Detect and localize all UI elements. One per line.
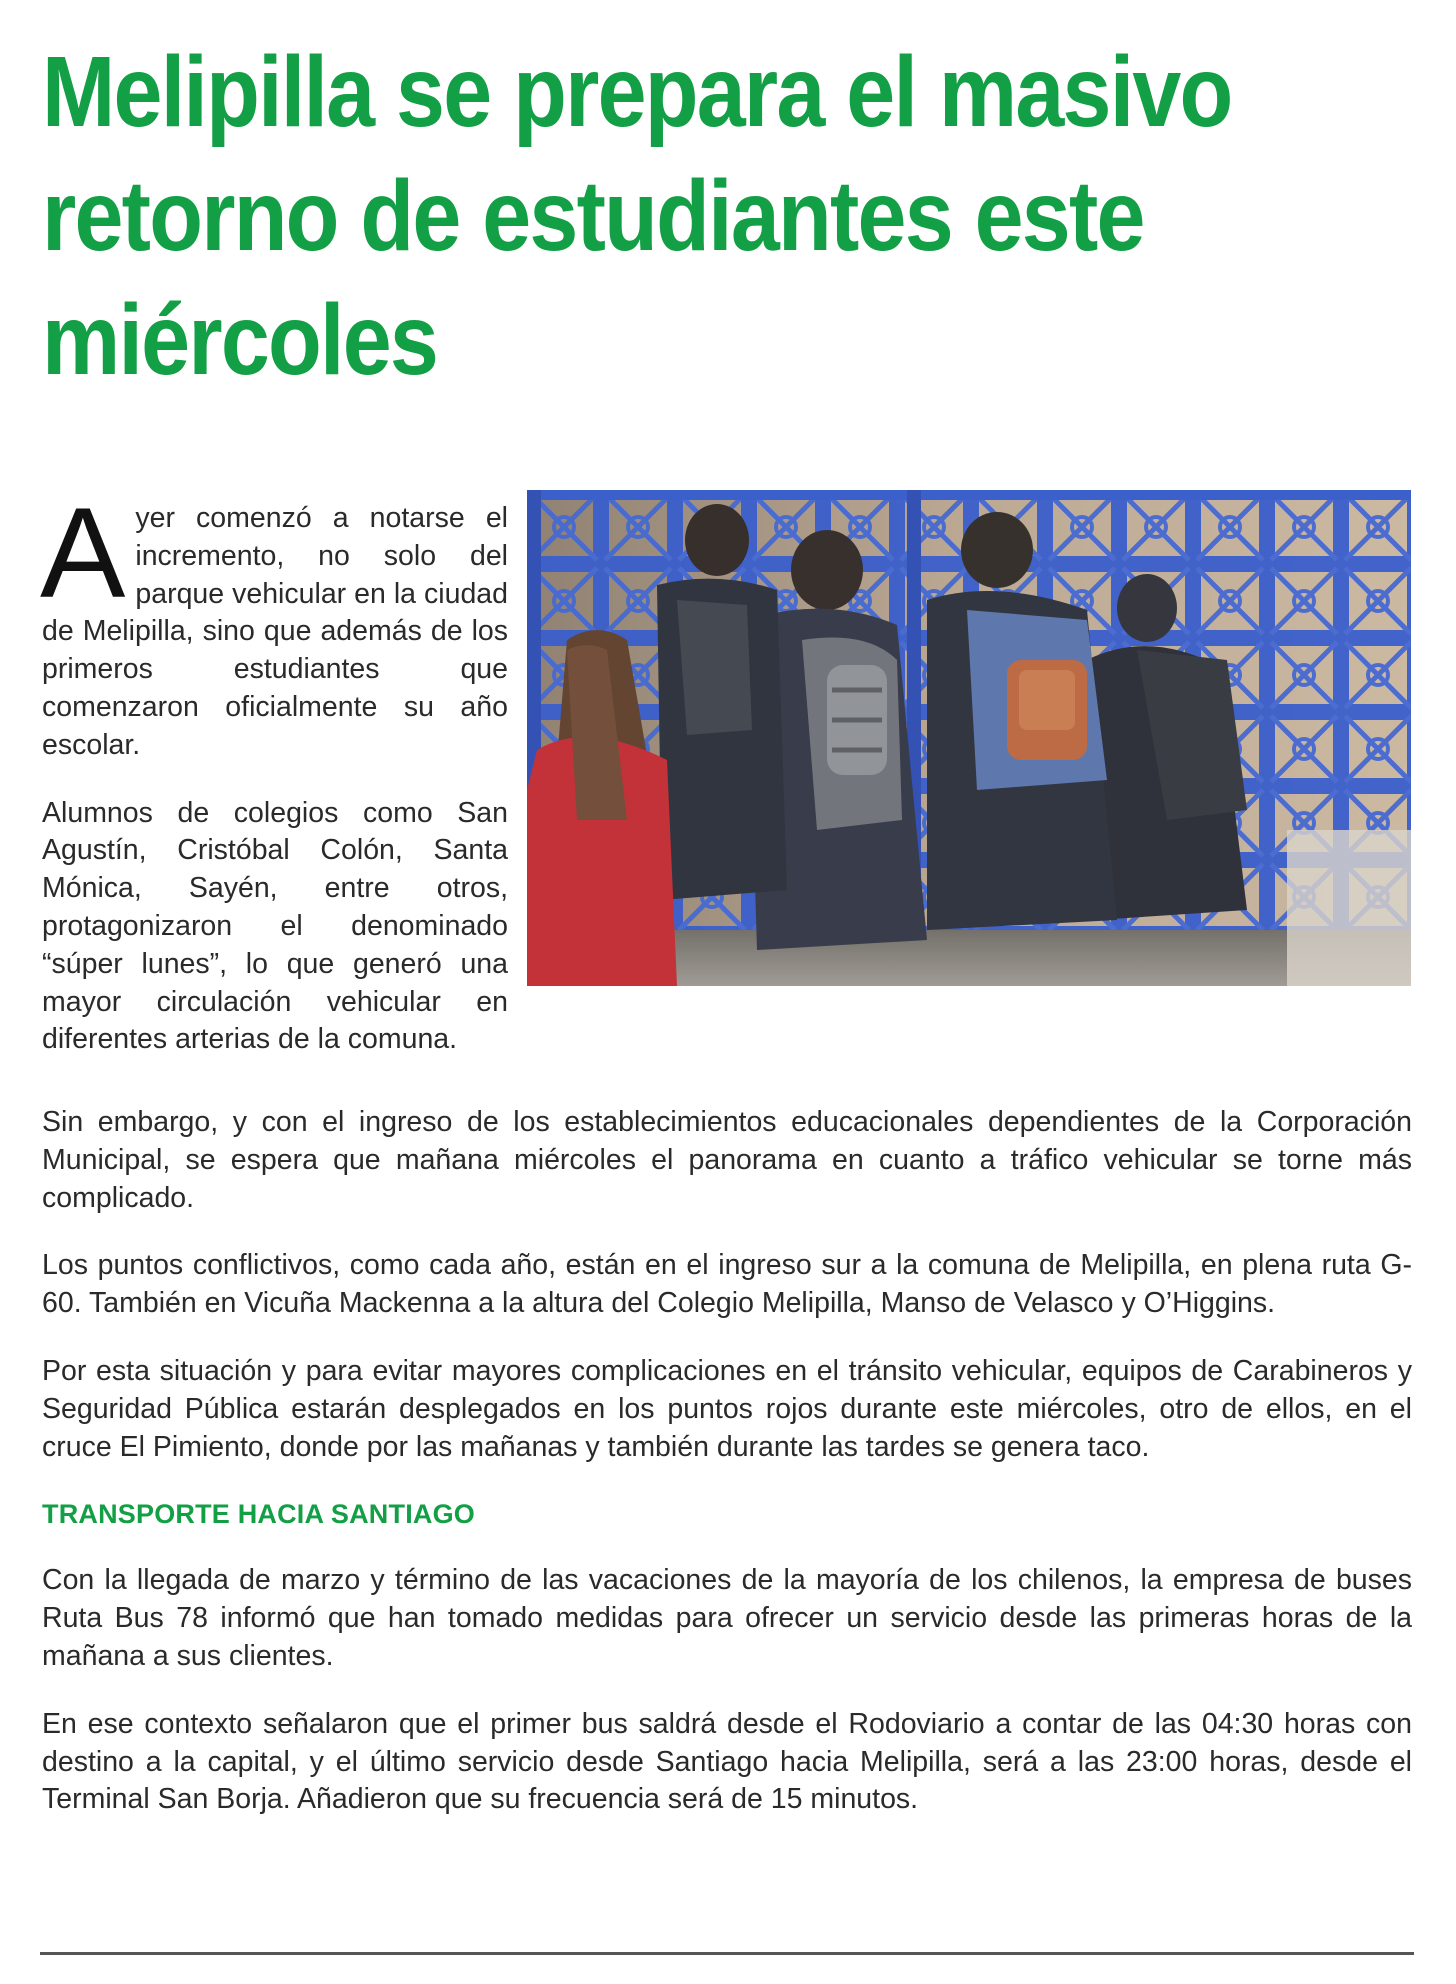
body-paragraph-1: Sin embargo, y con el ingreso de los establecimientos educacionales dependientes de la Corporación Municipal, se espera que mañana miércoles el panorama en cuanto a tráfico vehicular se torne más complicado. (42, 1106, 1412, 1214)
body-paragraph-3: Por esta situación y para evitar mayores complicaciones en el tránsito vehicular, equipos de Carabineros y Seguridad Pública estarán desplegados en los puntos rojos durante este miércoles, otro de ellos, en el cruce El Pimiento, donde por las mañanas y también durante las tardes se genera taco. (42, 1354, 1412, 1463)
bottom-rule (40, 1952, 1414, 1955)
section-subhead: TRANSPORTE HACIA SANTIAGO (42, 1499, 476, 1530)
transport-paragraph-2: En ese contexto señalaron que el primer bus saldrá desde el Rodoviario a contar de las 04:30 horas con destino a la capital, y el último servicio desde Santiago hacia Melipilla, será a las 23:00 horas, desde el Terminal San Borja. Añadieron que su frecuencia será de 15 minutos. (42, 1707, 1412, 1816)
body-paragraph-2: Los puntos conflictivos, como cada año, están en el ingreso sur a la comuna de Melipilla, en plena ruta G-60. También en Vicuña Mackenna a la altura del Colegio Melipilla, Manso de Velasco y O’Higgins. (42, 1249, 1412, 1320)
article-photo (527, 490, 1411, 986)
intro-paragraph-2: Alumnos de colegios como San Agustín, Cristóbal Colón, Santa Mónica, Sayén, entre otros, protagonizaron el denominado “súper lunes”, lo que generó una mayor circulación vehicular en diferentes arterias de la comuna. (42, 796, 508, 1056)
article-body (42, 1104, 1412, 1849)
intro-paragraph-1 (40, 482, 508, 765)
intro-paragraph-1-text: yer comenzó a notarse el incremento, no solo del parque vehicular en la ciudad de Melipilla, sino que además de los primeros estudiantes que comenzaron oficialmente su año escolar. (42, 502, 508, 761)
drop-cap: A (40, 482, 126, 625)
transport-paragraph-1: Con la llegada de marzo y término de las vacaciones de la mayoría de los chilenos, la empresa de buses Ruta Bus 78 informó que han tomado medidas para ofrecer un servicio desde las primeras horas de la mañana a sus clientes. (42, 1564, 1412, 1672)
intro-column (40, 482, 508, 1089)
students-at-gate-image (527, 490, 1411, 986)
article-headline: Melipilla se prepara el masivo retorno de estudiantes este miércoles (42, 36, 1232, 396)
